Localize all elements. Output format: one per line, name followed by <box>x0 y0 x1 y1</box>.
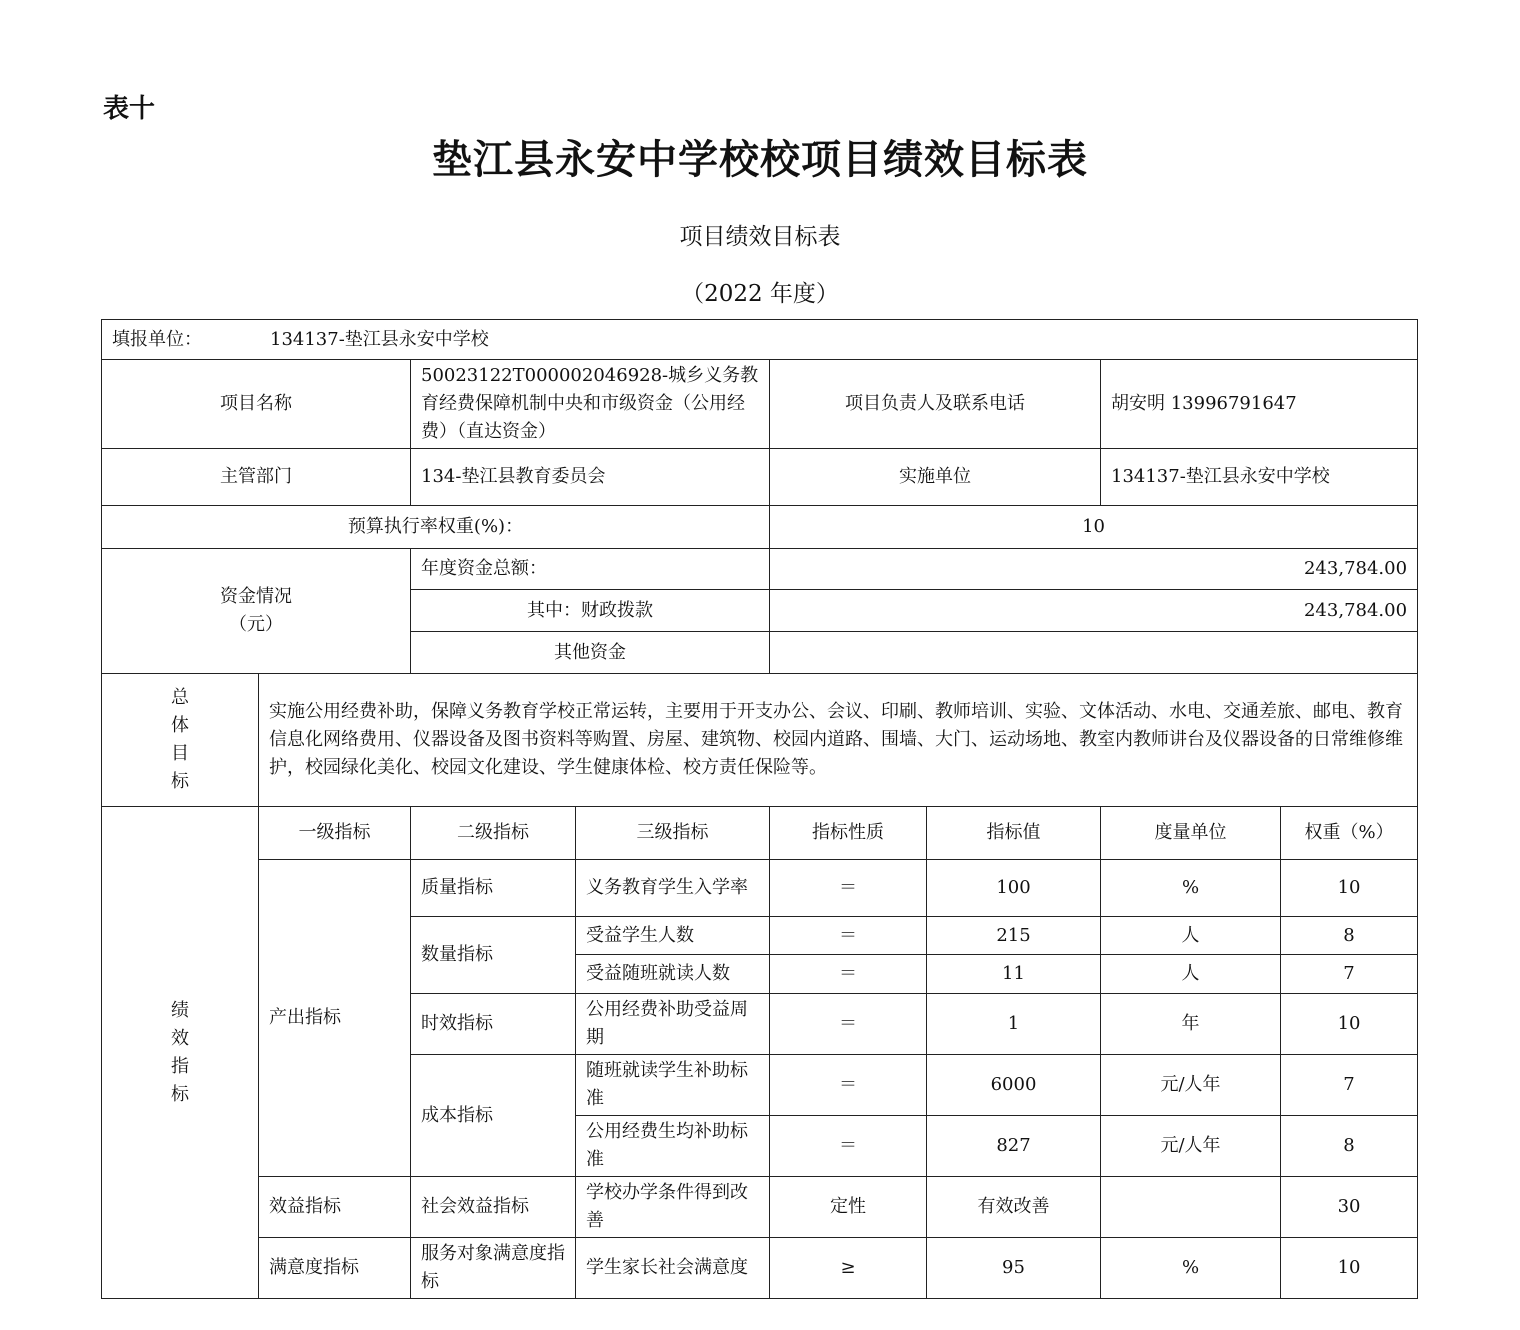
indicator-unit: 人 <box>1101 917 1281 955</box>
perf-label-char: 绩 <box>171 999 189 1021</box>
column-header: 三级指标 <box>576 807 770 860</box>
indicator-name: 学生家长社会满意度 <box>576 1238 770 1299</box>
indicator-nature: ＝ <box>770 917 927 955</box>
level2-service: 服务对象满意度指标 <box>411 1238 576 1299</box>
indicator-name: 受益学生人数 <box>576 917 770 955</box>
indicator-unit: % <box>1101 860 1281 917</box>
indicator-nature: ≥ <box>770 1238 927 1299</box>
column-header: 指标性质 <box>770 807 927 860</box>
performance-indicator-label <box>102 807 259 1299</box>
contact-value: 胡安明 13996791647 <box>1101 360 1418 449</box>
table-row <box>102 1238 1418 1299</box>
level2-social: 社会效益指标 <box>411 1177 576 1238</box>
indicator-value: 827 <box>927 1116 1101 1177</box>
level1-output: 产出指标 <box>259 860 411 1177</box>
indicator-nature: 定性 <box>770 1177 927 1238</box>
table-number-label: 表十 <box>103 94 156 124</box>
indicator-weight: 30 <box>1281 1177 1418 1238</box>
indicator-nature: ＝ <box>770 1055 927 1116</box>
level1-satisfaction: 满意度指标 <box>259 1238 411 1299</box>
perf-label-char: 指 <box>171 1055 189 1077</box>
table-subtitle: 项目绩效目标表 <box>679 224 841 250</box>
project-name-value: 50023122T000002046928-城乡义务教育经费保障机制中央和市级资金（公用经费）（直达资金） <box>411 360 770 449</box>
funds-label-line2: （元） <box>229 614 283 635</box>
indicator-value: 11 <box>927 955 1101 994</box>
indicator-unit: 元/人年 <box>1101 1116 1281 1177</box>
goal-label-char: 体 <box>171 715 189 736</box>
reporting-unit-label: 填报单位： <box>112 328 202 350</box>
table-row <box>102 860 1418 917</box>
column-header: 权重（%） <box>1281 807 1418 860</box>
goal-label-char: 总 <box>171 687 189 708</box>
indicator-unit: % <box>1101 1238 1281 1299</box>
indicator-unit <box>1101 1177 1281 1238</box>
indicator-unit: 年 <box>1101 994 1281 1055</box>
perf-label-char: 效 <box>171 1027 189 1049</box>
indicator-unit: 人 <box>1101 955 1281 994</box>
indicator-name: 学校办学条件得到改善 <box>576 1177 770 1238</box>
indicator-value: 100 <box>927 860 1101 917</box>
reporting-unit-value: 134137-垫江县永安中学校 <box>270 328 489 350</box>
performance-target-table <box>101 319 1418 1299</box>
fiscal-allocation-label: 其中：财政拨款 <box>411 590 770 632</box>
table-row <box>102 1177 1418 1238</box>
perf-label-char: 标 <box>171 1083 189 1105</box>
indicator-weight: 7 <box>1281 1055 1418 1116</box>
indicator-nature: ＝ <box>770 860 927 917</box>
overall-goal-label <box>102 674 259 807</box>
indicator-weight: 10 <box>1281 1238 1418 1299</box>
funds-label-line1: 资金情况 <box>220 586 292 607</box>
indicator-weight: 8 <box>1281 1116 1418 1177</box>
year-label: （2022 年度） <box>681 281 839 307</box>
project-name-label: 项目名称 <box>102 360 411 449</box>
reporting-unit-row <box>102 320 1418 360</box>
level2-quality: 质量指标 <box>411 860 576 917</box>
indicator-value: 有效改善 <box>927 1177 1101 1238</box>
contact-label: 项目负责人及联系电话 <box>770 360 1101 449</box>
column-header: 度量单位 <box>1101 807 1281 860</box>
indicator-weight: 10 <box>1281 994 1418 1055</box>
indicator-name: 义务教育学生入学率 <box>576 860 770 917</box>
column-header: 一级指标 <box>259 807 411 860</box>
indicator-nature: ＝ <box>770 1116 927 1177</box>
dept-label: 主管部门 <box>102 449 411 506</box>
indicator-name: 随班就读学生补助标准 <box>576 1055 770 1116</box>
annual-total-value: 243,784.00 <box>770 549 1418 590</box>
indicator-weight: 7 <box>1281 955 1418 994</box>
indicator-name: 公用经费补助受益周期 <box>576 994 770 1055</box>
level2-timeliness: 时效指标 <box>411 994 576 1055</box>
budget-rate-label: 预算执行率权重(%)： <box>102 506 770 549</box>
level2-quantity: 数量指标 <box>411 917 576 994</box>
indicator-name: 公用经费生均补助标准 <box>576 1116 770 1177</box>
indicator-weight: 10 <box>1281 860 1418 917</box>
other-funds-label: 其他资金 <box>411 632 770 674</box>
indicator-value: 6000 <box>927 1055 1101 1116</box>
indicator-value: 1 <box>927 994 1101 1055</box>
goal-label-char: 目 <box>171 743 189 764</box>
column-header: 二级指标 <box>411 807 576 860</box>
goal-label-char: 标 <box>171 771 189 792</box>
level2-cost: 成本指标 <box>411 1055 576 1177</box>
annual-total-label: 年度资金总额： <box>411 549 770 590</box>
indicator-unit: 元/人年 <box>1101 1055 1281 1116</box>
impl-unit-label: 实施单位 <box>770 449 1101 506</box>
page-title: 垫江县永安中学校校项目绩效目标表 <box>432 136 1088 183</box>
indicator-weight: 8 <box>1281 917 1418 955</box>
dept-value: 134-垫江县教育委员会 <box>411 449 770 506</box>
indicator-nature: ＝ <box>770 994 927 1055</box>
funds-label <box>102 549 411 674</box>
indicator-nature: ＝ <box>770 955 927 994</box>
indicator-value: 95 <box>927 1238 1101 1299</box>
level1-benefit: 效益指标 <box>259 1177 411 1238</box>
other-funds-value <box>770 632 1418 674</box>
column-header: 指标值 <box>927 807 1101 860</box>
fiscal-allocation-value: 243,784.00 <box>770 590 1418 632</box>
overall-goal-text: 实施公用经费补助，保障义务教育学校正常运转，主要用于开支办公、会议、印刷、教师培训、实验、文体活动、水电、交通差旅、邮电、教育信息化网络费用、仪器设备及图书资料等购置、房屋、建筑物、校园内道路、围墙、大门、运动场地、教室内教师讲台及仪器设备的日常维修维护，校园绿化美化、校园文化建设、学生健康体检、校方责任保险等。 <box>259 674 1418 807</box>
budget-rate-value: 10 <box>770 506 1418 549</box>
indicator-value: 215 <box>927 917 1101 955</box>
impl-unit-value: 134137-垫江县永安中学校 <box>1101 449 1418 506</box>
indicator-name: 受益随班就读人数 <box>576 955 770 994</box>
